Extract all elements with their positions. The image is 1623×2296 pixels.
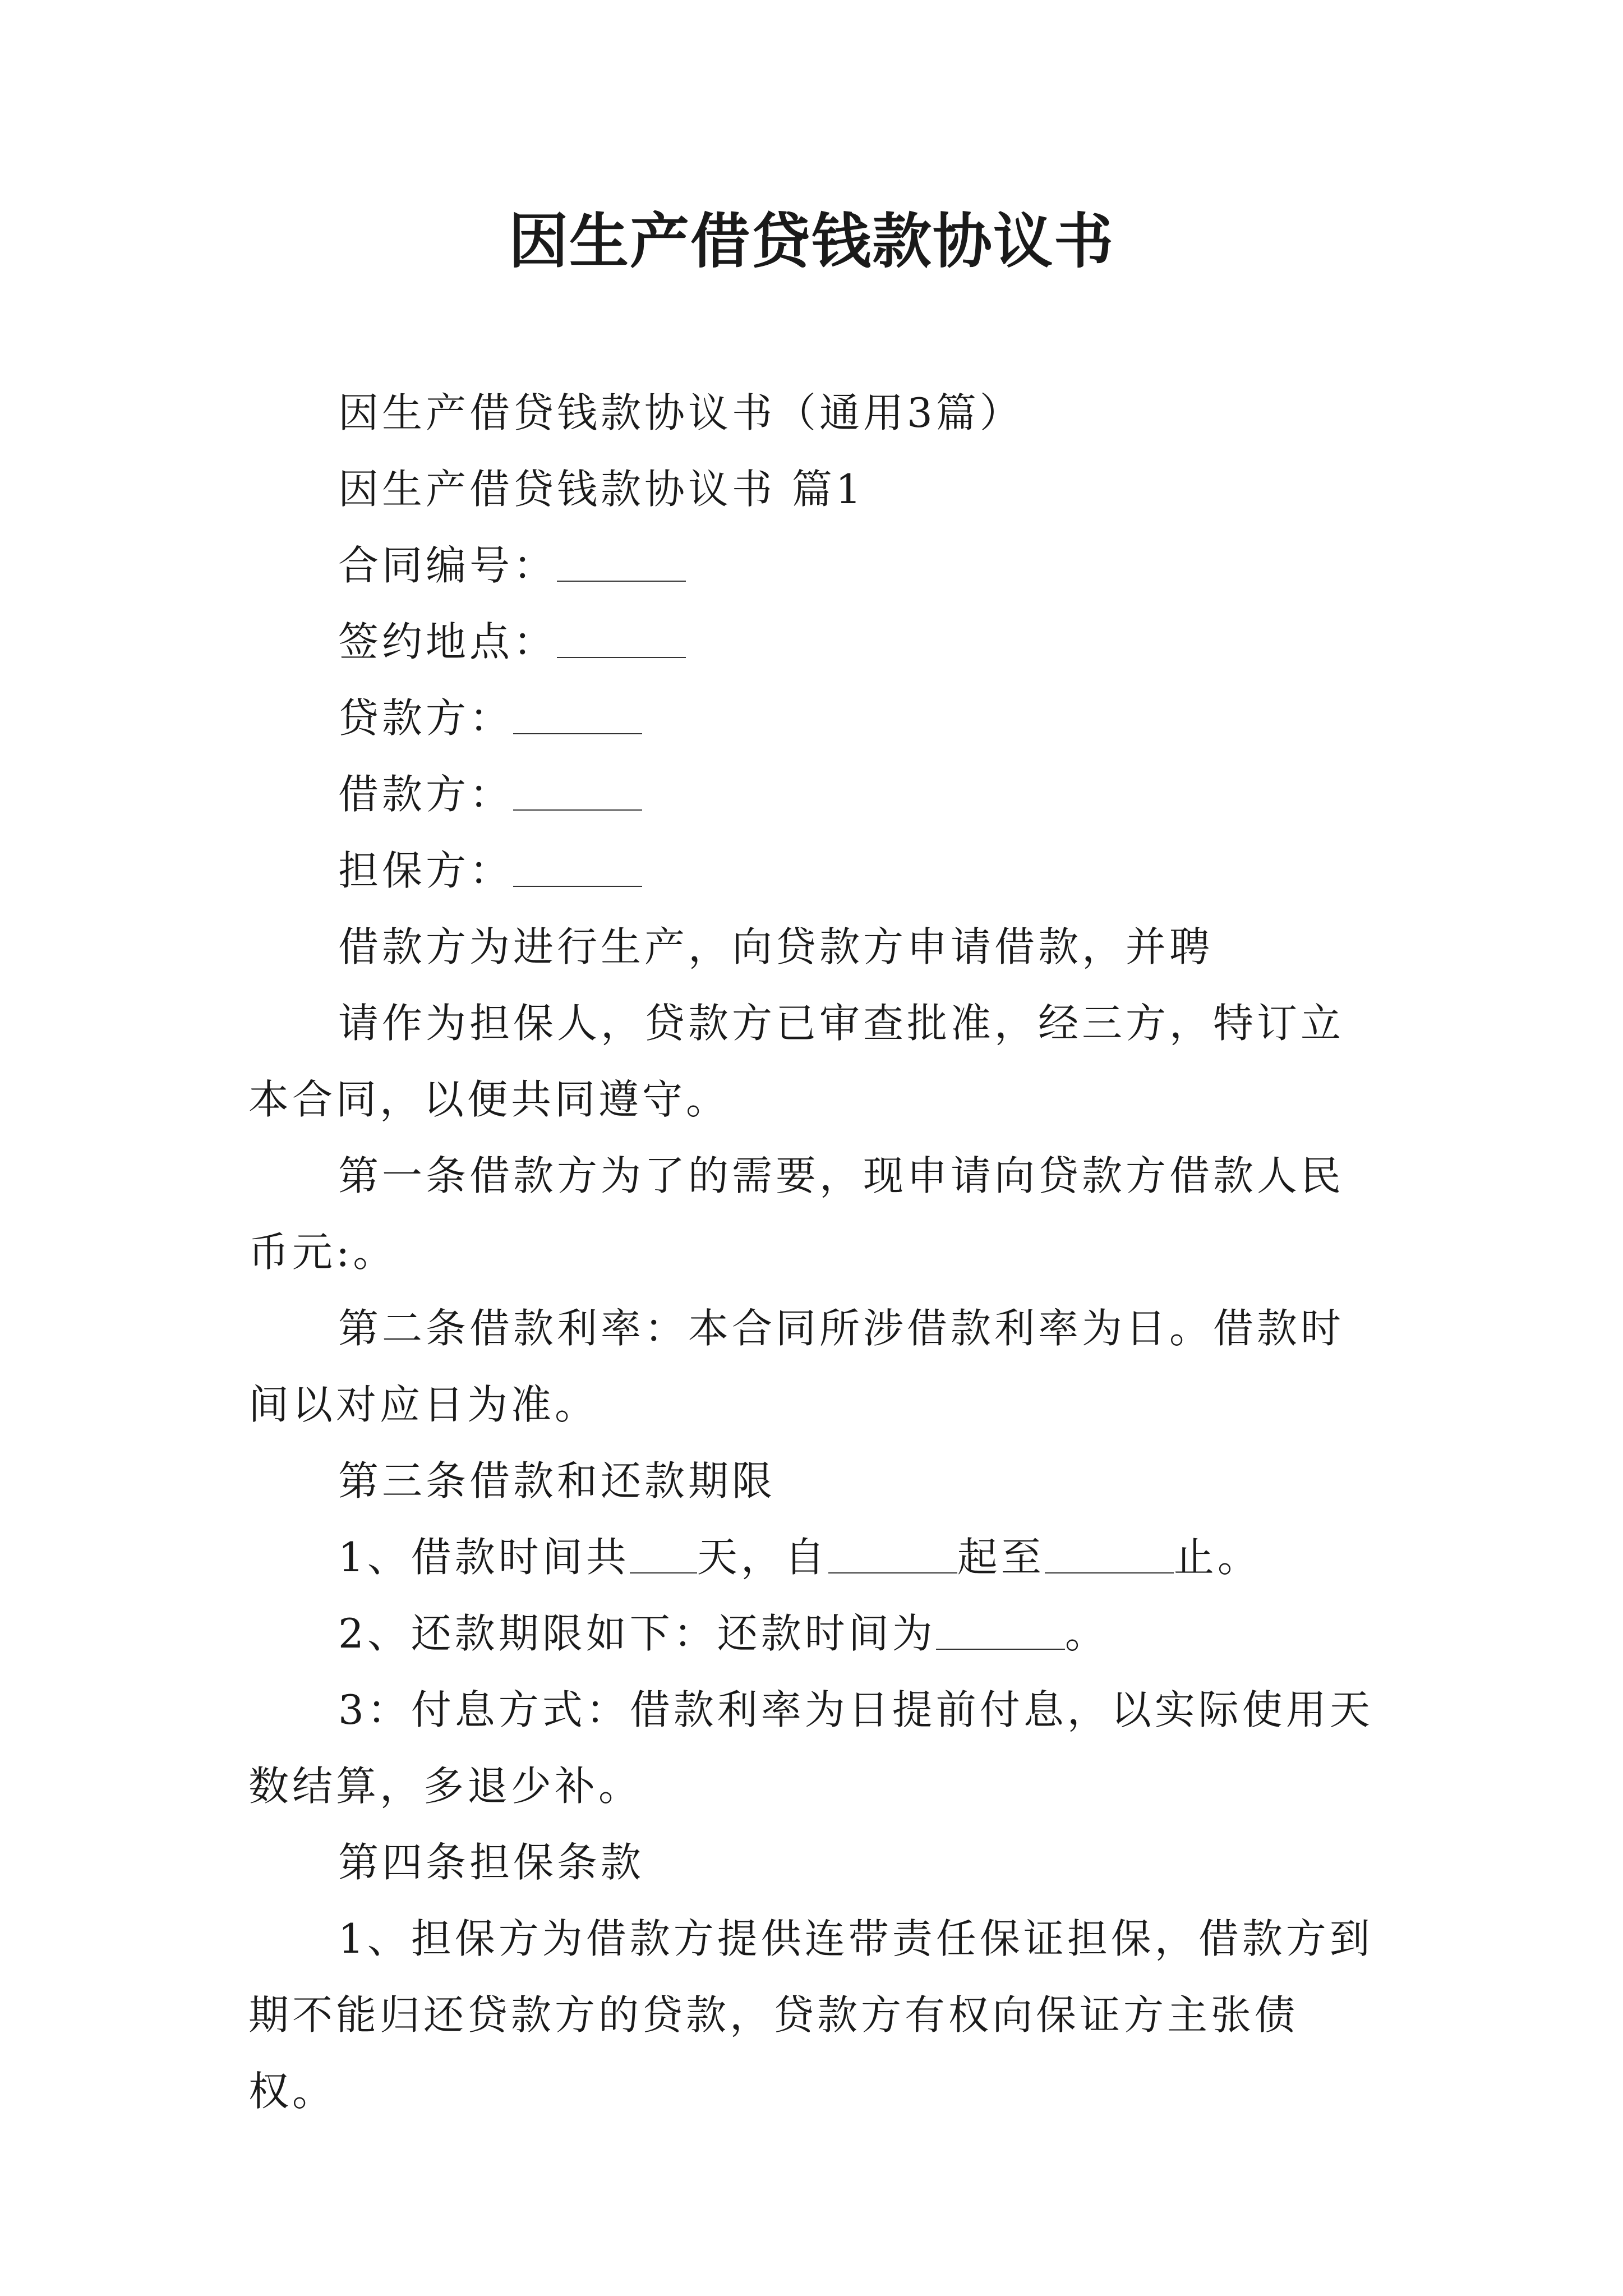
loan-term-text-d: 止。 xyxy=(1173,1534,1261,1581)
borrower-line xyxy=(248,756,1381,832)
article-1: 第一条借款方为了的需要，现申请向贷款方借款人民币元:。 xyxy=(248,1152,1345,1276)
contract-number-blank xyxy=(557,540,686,582)
signing-place-blank xyxy=(557,616,686,658)
article-3-heading: 第三条借款和还款期限 xyxy=(338,1457,776,1504)
signing-place-label: 签约地点： xyxy=(338,618,557,665)
document-body xyxy=(248,375,1381,2129)
loan-end-blank xyxy=(1045,1532,1174,1573)
lender-blank xyxy=(513,693,642,734)
borrower-blank xyxy=(513,769,642,811)
repayment-time-blank xyxy=(936,1608,1065,1650)
repayment-text-b: 。 xyxy=(1064,1610,1109,1657)
article-3-item-2 xyxy=(248,1595,1381,1672)
article-3-item-3: 3：付息方式：借款利率为日提前付息，以实际使用天数结算，多退少补。 xyxy=(248,1686,1373,1810)
loan-term-text-c: 起至 xyxy=(957,1534,1045,1581)
article-3-item-1 xyxy=(248,1519,1381,1595)
subtitle-general: 因生产借贷钱款协议书（通用3篇） xyxy=(338,389,1023,436)
repayment-text-a: 2、还款期限如下：还款时间为 xyxy=(338,1610,936,1657)
lender-label: 贷款方： xyxy=(338,694,514,742)
article-2: 第二条借款利率：本合同所涉借款利率为日。借款时间以对应日为准。 xyxy=(248,1305,1345,1428)
contract-number-line xyxy=(248,527,1381,604)
guarantor-blank xyxy=(513,845,642,887)
loan-start-blank xyxy=(828,1532,957,1573)
borrower-label: 借款方： xyxy=(338,771,514,818)
contract-number-label: 合同编号： xyxy=(338,542,557,589)
document-title: 因生产借贷钱款协议书 xyxy=(509,206,1114,276)
loan-term-text-a: 1、借款时间共 xyxy=(338,1534,630,1581)
guarantor-line xyxy=(248,832,1381,909)
guarantor-label: 担保方： xyxy=(338,847,514,894)
intro-paragraph: 借款方为进行生产，向贷款方申请借款，并聘 xyxy=(338,923,1214,970)
signing-place-line xyxy=(248,604,1381,680)
intro-paragraph-continued: 请作为担保人，贷款方已审查批准，经三方，特订立本合同，以便共同遵守。 xyxy=(248,1000,1345,1123)
loan-days-blank xyxy=(630,1532,697,1573)
subtitle-part-1: 因生产借贷钱款协议书 篇1 xyxy=(338,466,865,513)
article-4-item-1: 1、担保方为借款方提供连带责任保证担保，借款方到期不能归还贷款方的贷款，贷款方有权向保证方主张债权。 xyxy=(248,1915,1373,2115)
loan-term-text-b: 天，自 xyxy=(697,1534,828,1581)
lender-line xyxy=(248,680,1381,756)
article-4-heading: 第四条担保条款 xyxy=(338,1839,645,1886)
